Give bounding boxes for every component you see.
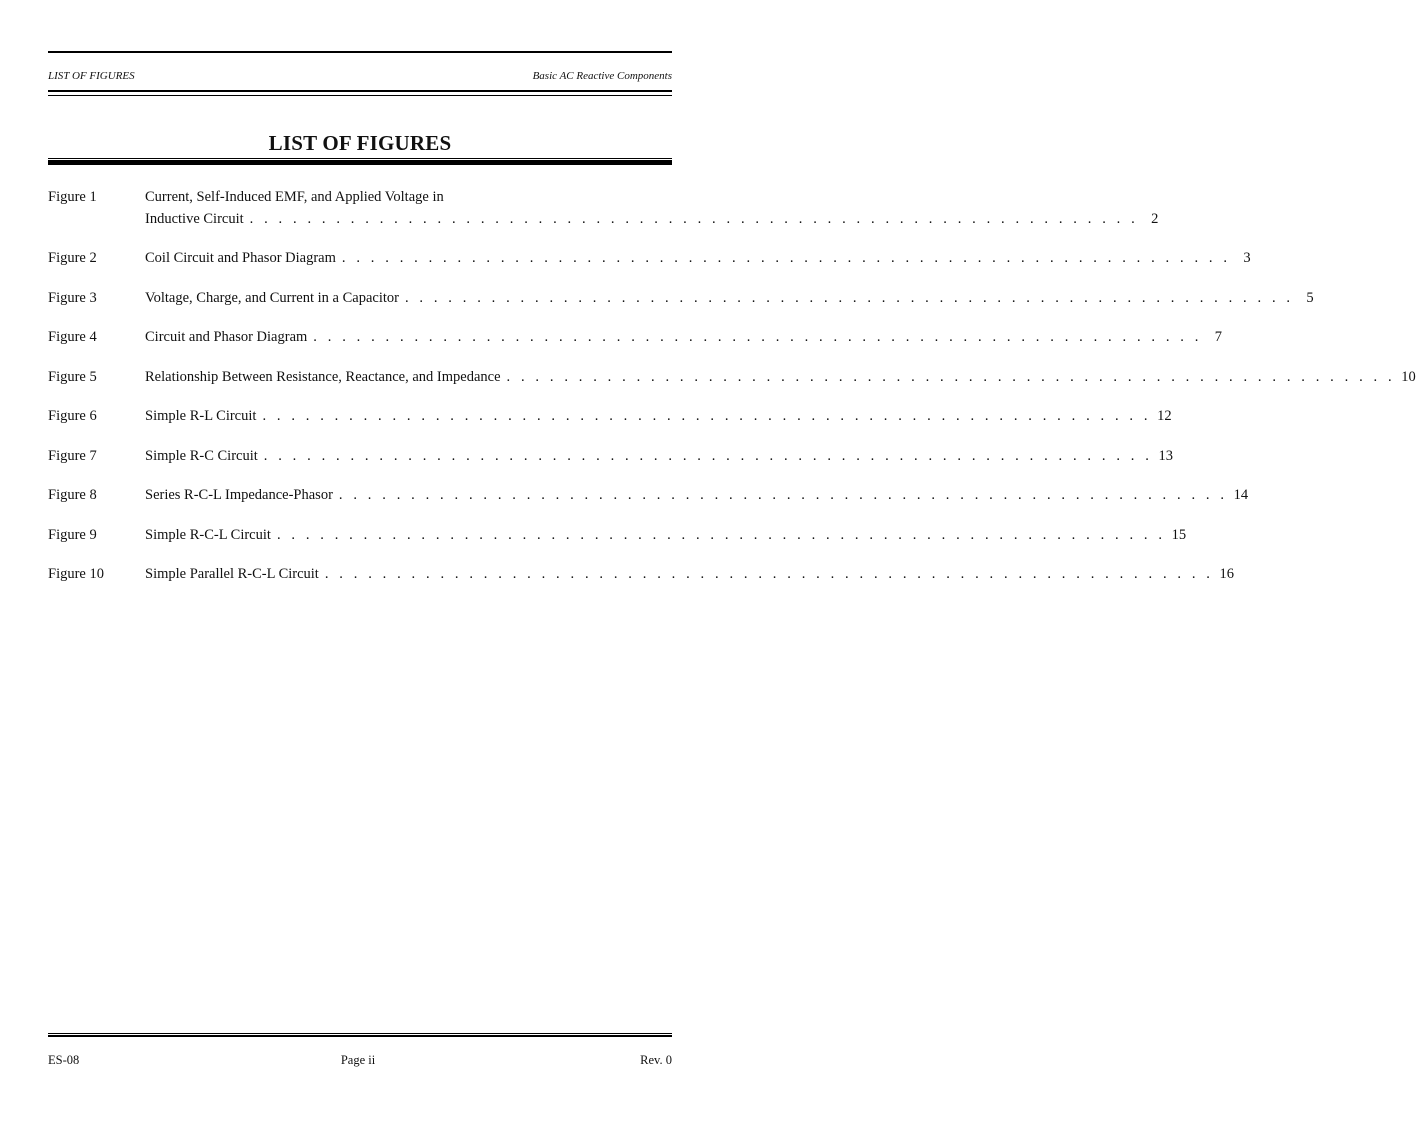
figure-title: Voltage, Charge, and Current in a Capacitor xyxy=(145,289,399,306)
dot-leader: . . . . . . . . . . . . . . . . . . . . . . . . . . . . . . . . . . . . . . . . . . . . . . . . . . . . . . . . . . . . . . xyxy=(249,211,1139,227)
figure-entry[interactable] xyxy=(48,484,1249,524)
footer-revision: Rev. 0 xyxy=(640,1053,672,1067)
figure-page-number: 16 xyxy=(1219,566,1235,582)
figure-page-number: 5 xyxy=(1306,289,1314,306)
figure-entry[interactable] xyxy=(48,445,1173,485)
figure-entry[interactable] xyxy=(48,524,1187,564)
dot-leader: . . . . . . . . . . . . . . . . . . . . . . . . . . . . . . . . . . . . . . . . . . . . . . . . . . . . . . . . . . . . . . xyxy=(338,487,1228,503)
figure-page-number: 10 xyxy=(1401,368,1416,385)
title-rule-thick xyxy=(48,160,672,165)
footer-page-number: Page ii xyxy=(340,1053,376,1067)
figure-entry[interactable] xyxy=(48,186,1159,247)
figure-page-number: 13 xyxy=(1158,447,1173,464)
figure-label: Figure 8 xyxy=(48,487,97,503)
header-top-rule xyxy=(48,51,672,53)
dot-leader: . . . . . . . . . . . . . . . . . . . . . . . . . . . . . . . . . . . . . . . . . . . . . . . . . . . . . . . . . . . . . . xyxy=(262,408,1152,424)
figure-label: Figure 5 xyxy=(48,368,97,385)
dot-leader: . . . . . . . . . . . . . . . . . . . . . . . . . . . . . . . . . . . . . . . . . . . . . . . . . . . . . . . . . . . . . . xyxy=(506,368,1396,385)
figure-page-number: 15 xyxy=(1171,526,1187,543)
figure-title-continued: Inductive Circuit xyxy=(145,211,244,227)
figure-entry[interactable] xyxy=(48,563,1235,603)
header-bottom-rule-thin xyxy=(48,95,672,96)
figure-title: Relationship Between Resistance, Reactance, and Impedance xyxy=(145,368,501,385)
figure-title: Simple R-C Circuit xyxy=(145,447,258,464)
figure-page-number: 7 xyxy=(1214,329,1222,345)
figure-entry[interactable] xyxy=(48,326,1222,366)
figure-label: Figure 2 xyxy=(48,250,97,266)
figure-title: Series R-C-L Impedance-Phasor xyxy=(145,487,333,503)
figure-title: Simple Parallel R-C-L Circuit xyxy=(145,566,319,582)
figure-title: Simple R-C-L Circuit xyxy=(145,526,271,543)
dot-leader: . . . . . . . . . . . . . . . . . . . . . . . . . . . . . . . . . . . . . . . . . . . . . . . . . . . . . . . . . . . . . . xyxy=(313,329,1202,345)
figure-page-number: 12 xyxy=(1157,408,1172,424)
figure-label: Figure 1 xyxy=(48,189,97,205)
figure-label: Figure 6 xyxy=(48,408,97,424)
figure-label: Figure 10 xyxy=(48,566,104,582)
figure-label: Figure 4 xyxy=(48,329,97,345)
footer-doc-code: ES-08 xyxy=(48,1053,80,1067)
figure-page-number: 2 xyxy=(1151,211,1159,227)
figure-list xyxy=(48,186,1416,603)
header-left-text: LIST OF FIGURES xyxy=(48,70,135,82)
header-right-text: Basic AC Reactive Components xyxy=(532,70,672,82)
title-rule-thin xyxy=(48,158,672,159)
footer-rule-thick xyxy=(48,1035,672,1037)
dot-leader: . . . . . . . . . . . . . . . . . . . . . . . . . . . . . . . . . . . . . . . . . . . . . . . . . . . . . . . . . . . . . . xyxy=(276,526,1166,543)
dot-leader: . . . . . . . . . . . . . . . . . . . . . . . . . . . . . . . . . . . . . . . . . . . . . . . . . . . . . . . . . . . . . . xyxy=(324,566,1214,582)
figure-entry[interactable] xyxy=(48,405,1172,445)
dot-leader: . . . . . . . . . . . . . . . . . . . . . . . . . . . . . . . . . . . . . . . . . . . . . . . . . . . . . . . . . . . . . . xyxy=(404,289,1294,306)
figure-label: Figure 9 xyxy=(48,526,97,543)
figure-label: Figure 7 xyxy=(48,447,97,464)
page-title: LIST OF FIGURES xyxy=(268,131,452,155)
figure-entry[interactable] xyxy=(48,247,1251,287)
figure-title: Current, Self-Induced EMF, and Applied Voltage in xyxy=(145,189,444,205)
figure-title: Simple R-L Circuit xyxy=(145,408,257,424)
figure-title: Circuit and Phasor Diagram xyxy=(145,329,308,345)
dot-leader: . . . . . . . . . . . . . . . . . . . . . . . . . . . . . . . . . . . . . . . . . . . . . . . . . . . . . . . . . . . . . . xyxy=(263,447,1153,464)
dot-leader: . . . . . . . . . . . . . . . . . . . . . . . . . . . . . . . . . . . . . . . . . . . . . . . . . . . . . . . . . . . . . . xyxy=(341,250,1231,266)
figure-label: Figure 3 xyxy=(48,289,97,306)
footer-rule-thin xyxy=(48,1033,672,1034)
figure-entry[interactable] xyxy=(48,287,1314,327)
header-bottom-rule-thick xyxy=(48,90,672,92)
figure-title: Coil Circuit and Phasor Diagram xyxy=(145,250,336,266)
figure-page-number: 14 xyxy=(1233,487,1249,503)
figure-entry[interactable] xyxy=(48,366,1416,406)
figure-page-number: 3 xyxy=(1243,250,1251,266)
